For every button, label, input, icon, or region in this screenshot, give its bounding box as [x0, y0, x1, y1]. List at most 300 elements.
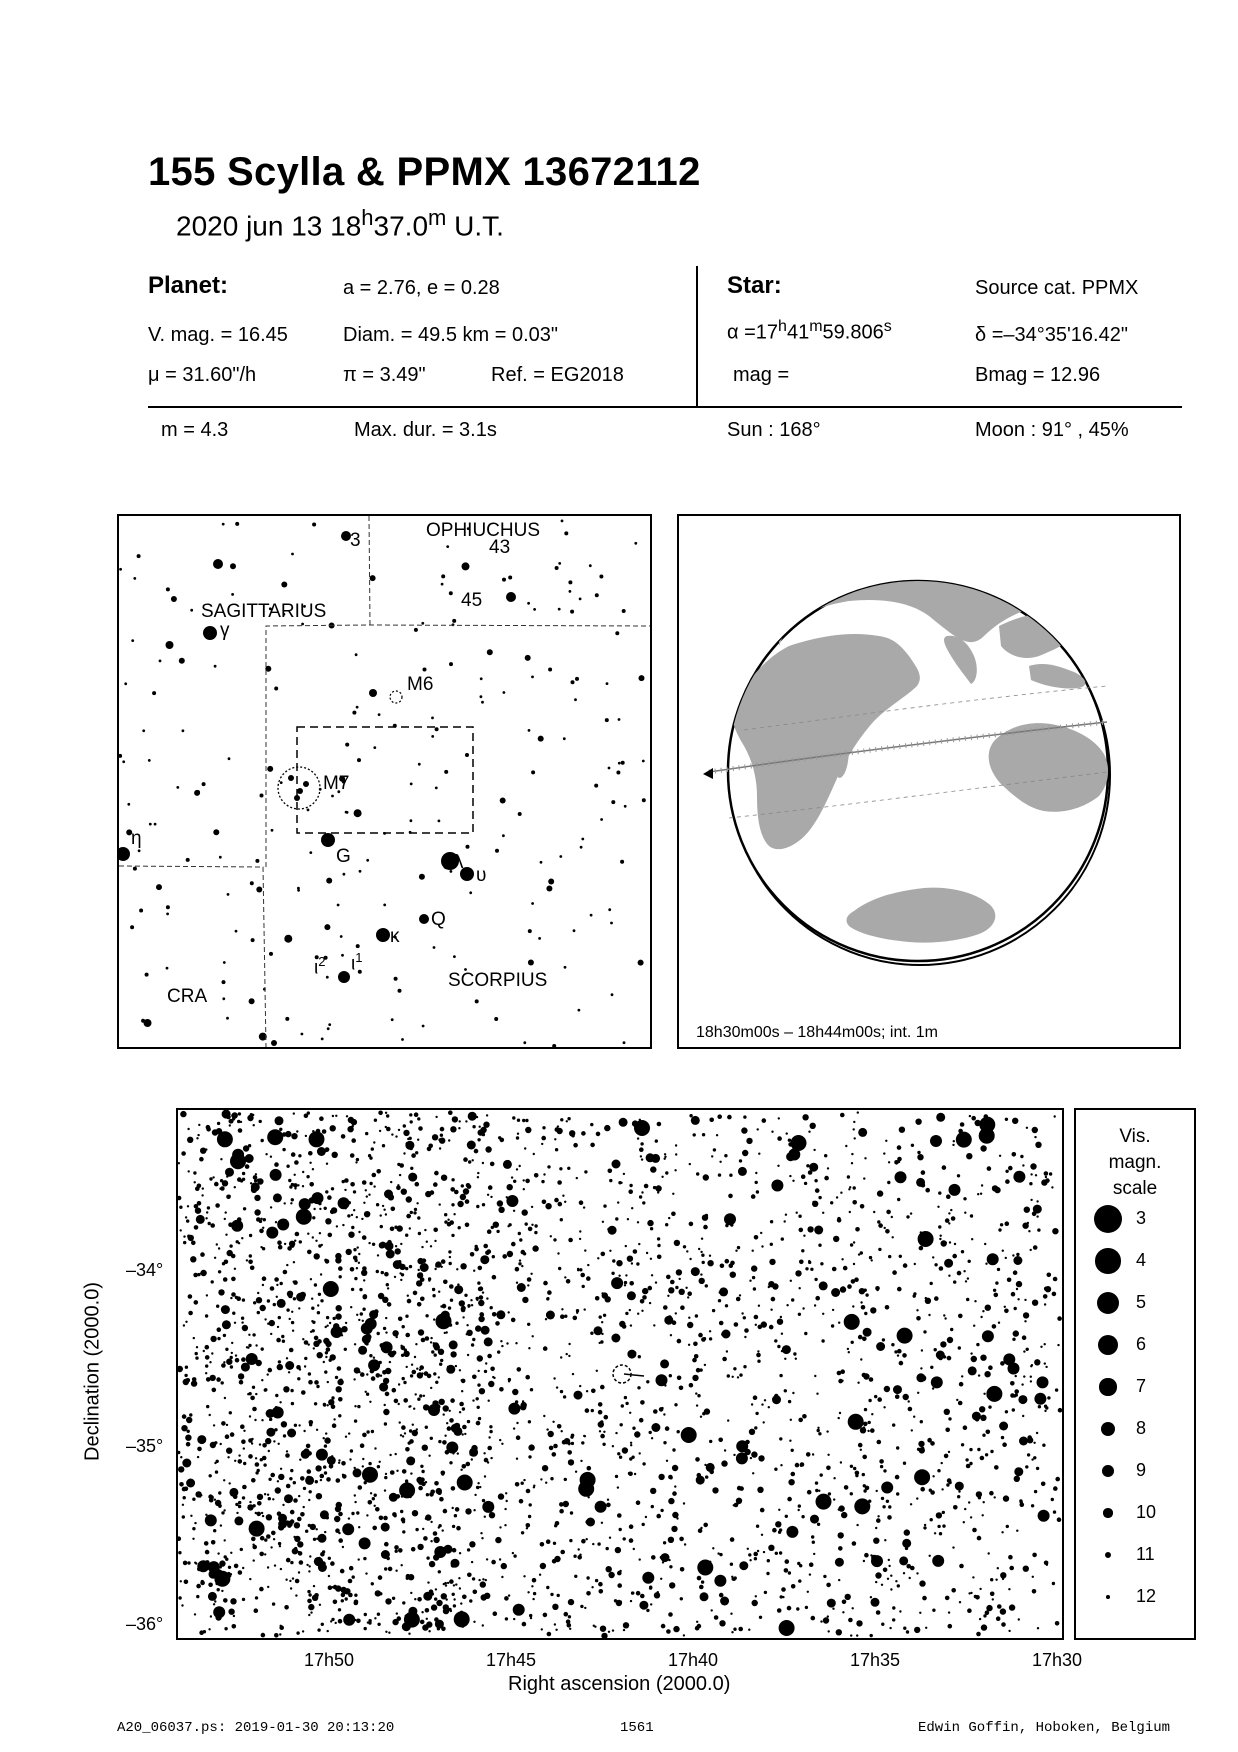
- field-star: [284, 1243, 286, 1245]
- field-star: [516, 1458, 518, 1460]
- field-star: [972, 1412, 981, 1421]
- field-star: [430, 1592, 432, 1594]
- field-star: [195, 1356, 198, 1359]
- field-star: [770, 1309, 772, 1311]
- field-star: [385, 1331, 387, 1333]
- field-star: [235, 1358, 240, 1363]
- field-star: [213, 1424, 215, 1426]
- field-star: [354, 1367, 360, 1373]
- finder-star: [508, 576, 512, 580]
- field-star: [884, 1386, 890, 1392]
- field-star: [607, 1499, 609, 1501]
- field-star: [754, 1557, 757, 1560]
- field-star: [577, 1268, 579, 1270]
- finder-star: [159, 660, 162, 663]
- field-star: [560, 1390, 563, 1393]
- field-star: [619, 1528, 622, 1531]
- field-star: [748, 1553, 751, 1556]
- field-star: [615, 1217, 618, 1220]
- field-star: [208, 1583, 213, 1588]
- field-star: [750, 1457, 752, 1459]
- field-star: [1000, 1608, 1006, 1614]
- legend-star-dot: [1098, 1335, 1118, 1355]
- field-star: [423, 1536, 428, 1541]
- finder-star: [469, 891, 472, 894]
- field-star: [525, 1119, 528, 1122]
- field-star: [796, 1212, 798, 1214]
- field-star: [543, 1415, 545, 1417]
- field-star: [372, 1243, 375, 1246]
- field-star: [629, 1184, 632, 1187]
- field-star: [465, 1199, 470, 1204]
- field-star: [941, 1488, 943, 1490]
- field-star: [600, 1340, 603, 1343]
- finder-star: [250, 881, 254, 885]
- field-star: [540, 1478, 542, 1480]
- finder-star: [564, 531, 568, 535]
- finder-star: [642, 760, 645, 763]
- field-star: [639, 1601, 648, 1610]
- field-star: [410, 1374, 413, 1377]
- field-star: [223, 1509, 225, 1511]
- field-star: [994, 1496, 996, 1498]
- finder-star: [533, 608, 536, 611]
- field-star: [421, 1482, 426, 1487]
- field-star: [640, 1155, 642, 1157]
- field-star: [560, 1356, 562, 1358]
- field-star: [894, 1350, 897, 1353]
- field-star: [987, 1166, 992, 1171]
- field-star: [964, 1135, 966, 1137]
- finder-star: [145, 973, 149, 977]
- field-star: [410, 1211, 413, 1214]
- field-star: [259, 1120, 262, 1123]
- y-axis-title: Declination (2000.0): [81, 1282, 104, 1461]
- field-star: [235, 1354, 237, 1356]
- field-star: [721, 1332, 726, 1337]
- field-star: [608, 1226, 617, 1235]
- field-star: [689, 1222, 694, 1227]
- field-star: [629, 1524, 634, 1529]
- field-star: [801, 1515, 804, 1518]
- event-datetime: [176, 205, 504, 242]
- label-45: 45: [461, 590, 483, 611]
- field-star: [279, 1545, 281, 1547]
- field-star: [434, 1240, 436, 1242]
- constellation-boundary: [119, 866, 266, 1047]
- field-star: [385, 1411, 388, 1414]
- field-star: [529, 1503, 532, 1506]
- field-star: [232, 1149, 244, 1161]
- field-star: [267, 1299, 270, 1302]
- field-star: [254, 1179, 257, 1182]
- field-star: [477, 1383, 480, 1386]
- field-star: [332, 1152, 338, 1158]
- field-star: [214, 1441, 217, 1444]
- field-star: [478, 1370, 480, 1372]
- finder-bright-star: [288, 775, 294, 781]
- field-star: [345, 1436, 347, 1438]
- field-star: [768, 1545, 774, 1551]
- field-star: [555, 1629, 557, 1631]
- field-star: [637, 1137, 639, 1139]
- field-star: [627, 1256, 633, 1262]
- field-star: [996, 1616, 1001, 1621]
- field-star: [1021, 1383, 1023, 1385]
- field-star: [785, 1515, 788, 1518]
- field-star: [972, 1576, 974, 1578]
- field-star: [774, 1468, 777, 1471]
- field-star: [679, 1537, 684, 1542]
- field-star: [181, 1151, 186, 1156]
- field-star: [532, 1598, 534, 1600]
- field-star: [628, 1189, 633, 1194]
- field-star: [298, 1551, 300, 1553]
- field-star: [464, 1294, 467, 1297]
- field-star: [764, 1591, 767, 1594]
- field-star: [215, 1203, 220, 1208]
- field-star: [786, 1152, 795, 1161]
- field-star: [339, 1275, 342, 1278]
- field-star: [459, 1552, 461, 1554]
- field-star: [668, 1287, 674, 1293]
- finder-star: [235, 930, 238, 933]
- finder-star: [355, 653, 358, 656]
- field-star: [601, 1252, 606, 1257]
- field-star: [395, 1453, 397, 1455]
- field-star: [600, 1420, 603, 1423]
- field-star: [474, 1494, 476, 1496]
- field-star: [532, 1335, 534, 1337]
- field-star: [446, 1365, 455, 1374]
- field-star: [255, 1471, 258, 1474]
- x-tick-label: 17h45: [486, 1650, 537, 1670]
- field-star: [299, 1368, 301, 1370]
- field-star: [276, 1296, 278, 1298]
- page-title: 155 Scylla & PPMX 13672112: [148, 150, 701, 194]
- field-star: [384, 1476, 387, 1479]
- field-star: [487, 1229, 492, 1234]
- field-star: [629, 1281, 634, 1286]
- field-star: [398, 1403, 400, 1405]
- field-star: [897, 1145, 902, 1150]
- field-star: [817, 1523, 820, 1526]
- field-star: [342, 1474, 347, 1479]
- field-star: [376, 1373, 381, 1378]
- field-star: [700, 1273, 702, 1275]
- field-star: [674, 1403, 677, 1406]
- field-star: [757, 1350, 759, 1352]
- field-star: [356, 1314, 358, 1316]
- field-star: [918, 1231, 934, 1247]
- field-star: [459, 1402, 464, 1407]
- field-star: [532, 1578, 537, 1583]
- field-star: [737, 1486, 742, 1491]
- field-star: [374, 1119, 377, 1122]
- field-star: [739, 1294, 741, 1296]
- field-star: [630, 1444, 632, 1446]
- field-star: [467, 1548, 470, 1551]
- field-star: [234, 1186, 236, 1188]
- field-star: [288, 1371, 290, 1373]
- field-star: [468, 1306, 470, 1308]
- field-star: [227, 1456, 229, 1458]
- field-star: [633, 1351, 636, 1354]
- field-star: [331, 1618, 334, 1621]
- field-star: [371, 1430, 374, 1433]
- field-star: [215, 1470, 218, 1473]
- field-star: [217, 1588, 220, 1591]
- field-star: [338, 1266, 343, 1271]
- field-star: [178, 1162, 180, 1164]
- field-star: [443, 1509, 448, 1514]
- field-star: [631, 1591, 634, 1594]
- field-star: [501, 1443, 503, 1445]
- field-star: [262, 1456, 267, 1461]
- field-star: [902, 1353, 907, 1358]
- finder-star: [480, 695, 483, 698]
- field-star: [435, 1116, 437, 1118]
- field-star: [741, 1127, 747, 1133]
- field-star: [527, 1591, 529, 1593]
- field-star: [214, 1499, 216, 1501]
- field-star: [395, 1550, 398, 1553]
- field-star: [345, 1322, 347, 1324]
- field-star: [324, 1471, 327, 1474]
- field-star: [196, 1137, 198, 1139]
- field-star: [295, 1579, 300, 1584]
- field-star: [484, 1516, 486, 1518]
- field-star: [398, 1317, 403, 1322]
- field-star: [868, 1421, 871, 1424]
- field-star: [1005, 1179, 1010, 1184]
- field-star: [270, 1169, 282, 1181]
- field-star: [231, 1292, 236, 1297]
- field-star: [1012, 1118, 1018, 1124]
- field-star: [735, 1250, 737, 1252]
- field-star: [358, 1253, 360, 1255]
- field-star: [913, 1416, 915, 1418]
- field-star: [224, 1627, 227, 1630]
- field-star: [688, 1344, 690, 1346]
- field-star: [192, 1527, 195, 1530]
- field-star: [455, 1583, 457, 1585]
- finder-star: [616, 771, 620, 775]
- field-star: [338, 1462, 340, 1464]
- field-star: [427, 1374, 432, 1379]
- field-star: [248, 1454, 253, 1459]
- field-star: [461, 1624, 464, 1627]
- field-star: [811, 1535, 814, 1538]
- field-star: [476, 1398, 478, 1400]
- field-star: [410, 1472, 412, 1474]
- field-star: [496, 1310, 505, 1319]
- field-star: [443, 1413, 445, 1415]
- field-star: [280, 1568, 282, 1570]
- field-star: [379, 1592, 382, 1595]
- field-star: [785, 1214, 787, 1216]
- field-star: [858, 1335, 863, 1340]
- field-star: [833, 1236, 839, 1242]
- field-star: [178, 1366, 183, 1372]
- finder-star: [419, 874, 425, 880]
- field-star: [505, 1617, 508, 1620]
- finder-star: [475, 999, 479, 1003]
- field-star: [691, 1267, 700, 1276]
- field-star: [354, 1494, 356, 1496]
- field-star: [886, 1500, 889, 1503]
- field-star: [871, 1555, 877, 1561]
- field-star: [770, 1220, 773, 1223]
- legend-magnitude-label: 11: [1136, 1544, 1155, 1564]
- field-star: [830, 1201, 833, 1204]
- field-star: [427, 1581, 429, 1583]
- field-star: [318, 1196, 321, 1199]
- field-star: [772, 1283, 778, 1289]
- field-star: [377, 1254, 379, 1256]
- field-star: [270, 1546, 272, 1548]
- field-star: [564, 1315, 567, 1318]
- finder-star: [431, 735, 434, 738]
- finder-star: [453, 955, 456, 958]
- field-star: [427, 1147, 432, 1152]
- field-star: [771, 1297, 776, 1302]
- field-star: [648, 1286, 653, 1291]
- field-star: [758, 1455, 764, 1461]
- field-star: [270, 1473, 275, 1478]
- field-star: [430, 1387, 432, 1389]
- field-star: [848, 1351, 850, 1353]
- field-star: [696, 1621, 698, 1623]
- field-star: [1030, 1163, 1036, 1169]
- finder-bright-star: [297, 788, 303, 794]
- field-star: [646, 1609, 649, 1612]
- field-star: [302, 1185, 304, 1187]
- field-star: [599, 1430, 601, 1432]
- field-star: [647, 1220, 653, 1226]
- field-star: [278, 1520, 287, 1529]
- field-star: [639, 1558, 641, 1560]
- field-star: [255, 1344, 257, 1346]
- field-star: [201, 1194, 203, 1196]
- field-star: [1047, 1273, 1052, 1278]
- finder-star: [149, 823, 152, 826]
- field-star: [262, 1247, 265, 1250]
- field-star: [232, 1117, 235, 1120]
- field-star: [799, 1260, 804, 1265]
- field-star: [562, 1195, 564, 1197]
- field-star: [338, 1397, 343, 1402]
- field-star: [737, 1376, 739, 1378]
- field-star: [194, 1181, 196, 1183]
- table-divider-vertical: [696, 266, 698, 406]
- field-star: [585, 1408, 590, 1413]
- field-star: [875, 1581, 877, 1583]
- field-star: [372, 1497, 375, 1500]
- field-star: [852, 1607, 854, 1609]
- field-star: [323, 1437, 325, 1439]
- field-star: [822, 1313, 824, 1315]
- field-star: [416, 1368, 418, 1370]
- field-star: [385, 1126, 387, 1128]
- field-star: [637, 1386, 640, 1389]
- field-star: [546, 1539, 551, 1544]
- field-star: [380, 1214, 382, 1216]
- field-star: [425, 1314, 428, 1317]
- field-star: [389, 1493, 398, 1502]
- field-star: [533, 1592, 536, 1595]
- field-star: [779, 1374, 782, 1377]
- field-star: [531, 1224, 533, 1226]
- field-star: [818, 1196, 821, 1199]
- legend-magnitude-label: 10: [1136, 1502, 1157, 1522]
- field-star: [455, 1507, 460, 1512]
- field-star: [406, 1574, 411, 1579]
- field-star: [400, 1243, 402, 1245]
- minute-unit: m: [428, 205, 447, 230]
- field-star: [307, 1233, 309, 1235]
- field-star: [392, 1388, 397, 1393]
- field-star: [231, 1220, 243, 1232]
- field-star: [196, 1346, 198, 1348]
- field-star: [513, 1408, 515, 1410]
- field-star: [205, 1550, 210, 1555]
- field-star: [848, 1618, 853, 1623]
- field-star: [760, 1508, 765, 1513]
- field-star: [899, 1610, 901, 1612]
- field-star: [307, 1469, 312, 1474]
- field-star: [696, 1172, 699, 1175]
- finder-star: [357, 758, 361, 762]
- field-star: [372, 1173, 377, 1178]
- field-star: [660, 1578, 662, 1580]
- field-star: [606, 1547, 609, 1550]
- field-star: [379, 1130, 381, 1132]
- field-star: [467, 1141, 476, 1150]
- footer-page-number: 1561: [620, 1720, 654, 1736]
- field-star: [575, 1471, 577, 1473]
- field-star: [586, 1591, 591, 1596]
- field-star: [241, 1317, 244, 1320]
- field-star: [444, 1213, 447, 1216]
- field-star: [449, 1284, 454, 1289]
- field-star: [619, 1118, 628, 1127]
- finder-stars: [119, 520, 646, 1048]
- field-star: [343, 1614, 355, 1626]
- field-star: [636, 1262, 639, 1265]
- field-star: [390, 1227, 395, 1232]
- field-star: [1014, 1476, 1020, 1482]
- field-star: [701, 1580, 704, 1583]
- field-star: [820, 1262, 823, 1265]
- field-star: [405, 1142, 410, 1147]
- field-star: [322, 1550, 325, 1553]
- field-star: [590, 1123, 593, 1126]
- field-star: [683, 1245, 686, 1248]
- field-star: [507, 1184, 513, 1190]
- field-star: [315, 1465, 321, 1471]
- field-star: [1028, 1230, 1030, 1232]
- field-star: [348, 1579, 353, 1584]
- field-star: [454, 1285, 463, 1294]
- field-star: [455, 1322, 458, 1325]
- field-star: [273, 1538, 275, 1540]
- field-star: [822, 1212, 824, 1214]
- legend-magnitude-label: 6: [1136, 1334, 1147, 1354]
- field-star: [515, 1267, 520, 1272]
- finder-star: [291, 553, 294, 556]
- field-star: [320, 1474, 325, 1479]
